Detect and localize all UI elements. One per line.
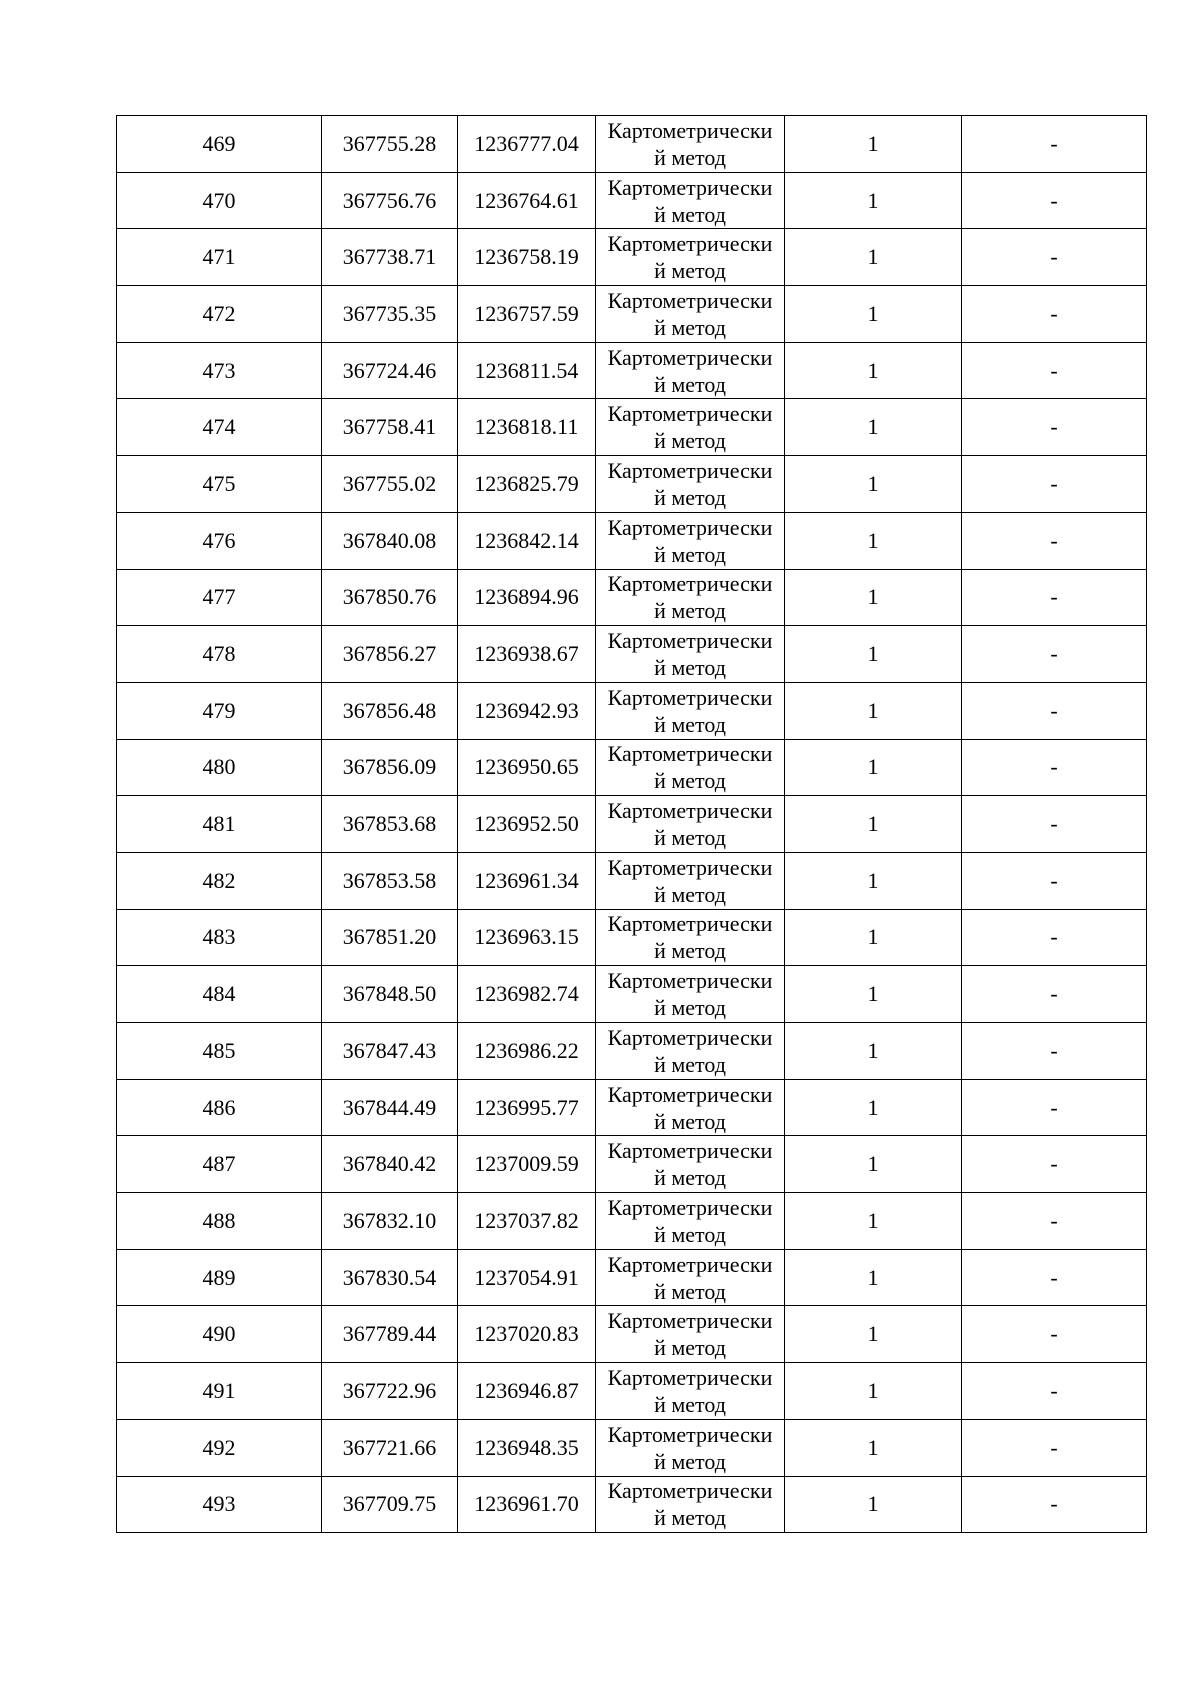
method-text-line-1: Картометрически (607, 684, 773, 710)
point-number-cell: 474 (117, 399, 322, 456)
precision-cell: 1 (785, 682, 962, 739)
method-text-line-2: й метод (654, 428, 726, 454)
note-cell: - (962, 172, 1147, 229)
point-number-cell: 478 (117, 626, 322, 683)
method-cell (596, 739, 785, 796)
y-coordinate-cell: 1236842.14 (458, 512, 596, 569)
method-text-line-2: й метод (654, 484, 726, 510)
method-text-line-1: Картометрически (607, 1251, 773, 1277)
method-text-line-1: Картометрически (607, 571, 773, 597)
precision-cell: 1 (785, 1249, 962, 1306)
x-coordinate-cell: 367722.96 (322, 1363, 458, 1420)
method-text-line-2: й метод (654, 881, 726, 907)
method-text-line-2: й метод (654, 655, 726, 681)
method-text-line-1: Картометрически (607, 117, 773, 143)
method-cell (596, 966, 785, 1023)
y-coordinate-cell: 1236952.50 (458, 796, 596, 853)
method-cell (596, 1023, 785, 1080)
precision-cell: 1 (785, 1363, 962, 1420)
precision-cell: 1 (785, 1476, 962, 1533)
note-cell: - (962, 796, 1147, 853)
precision-cell: 1 (785, 739, 962, 796)
x-coordinate-cell: 367853.68 (322, 796, 458, 853)
precision-cell: 1 (785, 1023, 962, 1080)
method-cell (596, 1136, 785, 1193)
x-coordinate-cell: 367848.50 (322, 966, 458, 1023)
table-row (117, 1419, 1147, 1476)
y-coordinate-cell: 1237020.83 (458, 1306, 596, 1363)
point-number-cell: 477 (117, 569, 322, 626)
point-number-cell: 472 (117, 286, 322, 343)
method-text-line-2: й метод (654, 201, 726, 227)
table-row (117, 1249, 1147, 1306)
method-text-line-2: й метод (654, 541, 726, 567)
table-row (117, 116, 1147, 173)
table-row (117, 172, 1147, 229)
table-row (117, 399, 1147, 456)
precision-cell: 1 (785, 172, 962, 229)
y-coordinate-cell: 1236777.04 (458, 116, 596, 173)
method-text-line-1: Картометрически (607, 1194, 773, 1220)
method-cell (596, 909, 785, 966)
note-cell: - (962, 569, 1147, 626)
y-coordinate-cell: 1237009.59 (458, 1136, 596, 1193)
precision-cell: 1 (785, 116, 962, 173)
point-number-cell: 475 (117, 456, 322, 513)
x-coordinate-cell: 367856.09 (322, 739, 458, 796)
point-number-cell: 492 (117, 1419, 322, 1476)
precision-cell: 1 (785, 796, 962, 853)
method-text-line-1: Картометрически (607, 911, 773, 937)
method-cell (596, 1306, 785, 1363)
y-coordinate-cell: 1236825.79 (458, 456, 596, 513)
note-cell: - (962, 512, 1147, 569)
table-row (117, 1079, 1147, 1136)
note-cell: - (962, 229, 1147, 286)
table-row (117, 796, 1147, 853)
note-cell: - (962, 286, 1147, 343)
point-number-cell: 483 (117, 909, 322, 966)
note-cell: - (962, 399, 1147, 456)
method-text-line-2: й метод (654, 1108, 726, 1134)
note-cell: - (962, 116, 1147, 173)
note-cell: - (962, 1306, 1147, 1363)
x-coordinate-cell: 367709.75 (322, 1476, 458, 1533)
point-number-cell: 471 (117, 229, 322, 286)
x-coordinate-cell: 367738.71 (322, 229, 458, 286)
method-text-line-2: й метод (654, 825, 726, 851)
y-coordinate-cell: 1236982.74 (458, 966, 596, 1023)
method-text-line-2: й метод (654, 1221, 726, 1247)
point-number-cell: 473 (117, 342, 322, 399)
precision-cell: 1 (785, 342, 962, 399)
method-cell (596, 682, 785, 739)
note-cell: - (962, 682, 1147, 739)
point-number-cell: 485 (117, 1023, 322, 1080)
precision-cell: 1 (785, 456, 962, 513)
method-text-line-1: Картометрически (607, 968, 773, 994)
y-coordinate-cell: 1236950.65 (458, 739, 596, 796)
note-cell: - (962, 1136, 1147, 1193)
x-coordinate-cell: 367755.02 (322, 456, 458, 513)
point-number-cell: 480 (117, 739, 322, 796)
x-coordinate-cell: 367832.10 (322, 1193, 458, 1250)
x-coordinate-cell: 367851.20 (322, 909, 458, 966)
y-coordinate-cell: 1236757.59 (458, 286, 596, 343)
method-cell (596, 1249, 785, 1306)
method-text-line-2: й метод (654, 144, 726, 170)
precision-cell: 1 (785, 512, 962, 569)
note-cell: - (962, 1419, 1147, 1476)
method-cell (596, 399, 785, 456)
table-row (117, 1306, 1147, 1363)
method-text-line-1: Картометрически (607, 457, 773, 483)
method-text-line-1: Картометрически (607, 854, 773, 880)
method-cell (596, 512, 785, 569)
method-text-line-1: Картометрически (607, 514, 773, 540)
table-row (117, 739, 1147, 796)
point-number-cell: 487 (117, 1136, 322, 1193)
x-coordinate-cell: 367856.48 (322, 682, 458, 739)
point-number-cell: 476 (117, 512, 322, 569)
table-row (117, 1023, 1147, 1080)
method-text-line-1: Картометрически (607, 1138, 773, 1164)
point-number-cell: 486 (117, 1079, 322, 1136)
y-coordinate-cell: 1236963.15 (458, 909, 596, 966)
method-cell (596, 569, 785, 626)
method-cell (596, 456, 785, 513)
table-row (117, 456, 1147, 513)
y-coordinate-cell: 1236946.87 (458, 1363, 596, 1420)
method-cell (596, 116, 785, 173)
precision-cell: 1 (785, 1193, 962, 1250)
method-text-line-1: Картометрически (607, 231, 773, 257)
method-text-line-1: Картометрически (607, 287, 773, 313)
point-number-cell: 489 (117, 1249, 322, 1306)
method-cell (596, 626, 785, 683)
method-cell (596, 852, 785, 909)
precision-cell: 1 (785, 852, 962, 909)
y-coordinate-cell: 1236811.54 (458, 342, 596, 399)
point-number-cell: 493 (117, 1476, 322, 1533)
table-row (117, 966, 1147, 1023)
method-text-line-1: Картометрически (607, 344, 773, 370)
method-cell (596, 1363, 785, 1420)
precision-cell: 1 (785, 399, 962, 456)
method-text-line-1: Картометрически (607, 1024, 773, 1050)
method-text-line-2: й метод (654, 1335, 726, 1361)
precision-cell: 1 (785, 626, 962, 683)
point-number-cell: 470 (117, 172, 322, 229)
precision-cell: 1 (785, 569, 962, 626)
point-number-cell: 491 (117, 1363, 322, 1420)
x-coordinate-cell: 367844.49 (322, 1079, 458, 1136)
point-number-cell: 479 (117, 682, 322, 739)
method-text-line-1: Картометрически (607, 628, 773, 654)
method-text-line-1: Картометрически (607, 1364, 773, 1390)
x-coordinate-cell: 367735.35 (322, 286, 458, 343)
method-text-line-2: й метод (654, 371, 726, 397)
precision-cell: 1 (785, 1306, 962, 1363)
note-cell: - (962, 1193, 1147, 1250)
coordinates-table (116, 115, 1147, 1533)
coordinates-table-body (117, 116, 1147, 1533)
table-row (117, 1476, 1147, 1533)
note-cell: - (962, 342, 1147, 399)
method-text-line-2: й метод (654, 1505, 726, 1531)
precision-cell: 1 (785, 909, 962, 966)
point-number-cell: 482 (117, 852, 322, 909)
point-number-cell: 481 (117, 796, 322, 853)
x-coordinate-cell: 367830.54 (322, 1249, 458, 1306)
method-text-line-1: Картометрически (607, 174, 773, 200)
method-text-line-2: й метод (654, 1165, 726, 1191)
x-coordinate-cell: 367789.44 (322, 1306, 458, 1363)
note-cell: - (962, 1363, 1147, 1420)
x-coordinate-cell: 367856.27 (322, 626, 458, 683)
method-cell (596, 1476, 785, 1533)
method-text-line-2: й метод (654, 1448, 726, 1474)
x-coordinate-cell: 367853.58 (322, 852, 458, 909)
precision-cell: 1 (785, 966, 962, 1023)
table-row (117, 569, 1147, 626)
note-cell: - (962, 626, 1147, 683)
method-cell (596, 1079, 785, 1136)
note-cell: - (962, 456, 1147, 513)
note-cell: - (962, 1476, 1147, 1533)
method-text-line-1: Картометрически (607, 798, 773, 824)
y-coordinate-cell: 1236818.11 (458, 399, 596, 456)
y-coordinate-cell: 1236986.22 (458, 1023, 596, 1080)
table-row (117, 1193, 1147, 1250)
method-text-line-2: й метод (654, 314, 726, 340)
x-coordinate-cell: 367724.46 (322, 342, 458, 399)
point-number-cell: 488 (117, 1193, 322, 1250)
point-number-cell: 484 (117, 966, 322, 1023)
method-cell (596, 172, 785, 229)
method-cell (596, 796, 785, 853)
note-cell: - (962, 1023, 1147, 1080)
table-row (117, 626, 1147, 683)
method-text-line-2: й метод (654, 1278, 726, 1304)
y-coordinate-cell: 1236938.67 (458, 626, 596, 683)
y-coordinate-cell: 1237037.82 (458, 1193, 596, 1250)
method-text-line-2: й метод (654, 1391, 726, 1417)
table-row (117, 1363, 1147, 1420)
table-row (117, 909, 1147, 966)
x-coordinate-cell: 367850.76 (322, 569, 458, 626)
precision-cell: 1 (785, 286, 962, 343)
y-coordinate-cell: 1236894.96 (458, 569, 596, 626)
table-row (117, 682, 1147, 739)
x-coordinate-cell: 367756.76 (322, 172, 458, 229)
method-text-line-2: й метод (654, 995, 726, 1021)
method-text-line-2: й метод (654, 598, 726, 624)
y-coordinate-cell: 1236961.34 (458, 852, 596, 909)
note-cell: - (962, 1249, 1147, 1306)
table-row (117, 512, 1147, 569)
method-text-line-1: Картометрически (607, 1081, 773, 1107)
table-row (117, 1136, 1147, 1193)
precision-cell: 1 (785, 229, 962, 286)
method-cell (596, 286, 785, 343)
x-coordinate-cell: 367840.08 (322, 512, 458, 569)
note-cell: - (962, 852, 1147, 909)
note-cell: - (962, 739, 1147, 796)
method-text-line-2: й метод (654, 258, 726, 284)
method-text-line-2: й метод (654, 711, 726, 737)
precision-cell: 1 (785, 1136, 962, 1193)
x-coordinate-cell: 367840.42 (322, 1136, 458, 1193)
precision-cell: 1 (785, 1419, 962, 1476)
note-cell: - (962, 966, 1147, 1023)
table-row (117, 229, 1147, 286)
method-text-line-2: й метод (654, 1051, 726, 1077)
point-number-cell: 469 (117, 116, 322, 173)
table-row (117, 286, 1147, 343)
method-cell (596, 229, 785, 286)
x-coordinate-cell: 367847.43 (322, 1023, 458, 1080)
method-text-line-2: й метод (654, 938, 726, 964)
x-coordinate-cell: 367758.41 (322, 399, 458, 456)
method-text-line-1: Картометрически (607, 1478, 773, 1504)
point-number-cell: 490 (117, 1306, 322, 1363)
y-coordinate-cell: 1236942.93 (458, 682, 596, 739)
table-row (117, 342, 1147, 399)
x-coordinate-cell: 367755.28 (322, 116, 458, 173)
note-cell: - (962, 1079, 1147, 1136)
y-coordinate-cell: 1236758.19 (458, 229, 596, 286)
method-text-line-1: Картометрически (607, 1421, 773, 1447)
table-row (117, 852, 1147, 909)
y-coordinate-cell: 1237054.91 (458, 1249, 596, 1306)
method-text-line-1: Картометрически (607, 741, 773, 767)
y-coordinate-cell: 1236995.77 (458, 1079, 596, 1136)
method-text-line-1: Картометрически (607, 401, 773, 427)
y-coordinate-cell: 1236764.61 (458, 172, 596, 229)
y-coordinate-cell: 1236948.35 (458, 1419, 596, 1476)
x-coordinate-cell: 367721.66 (322, 1419, 458, 1476)
method-cell (596, 1419, 785, 1476)
method-text-line-2: й метод (654, 768, 726, 794)
precision-cell: 1 (785, 1079, 962, 1136)
method-cell (596, 1193, 785, 1250)
method-text-line-1: Картометрически (607, 1308, 773, 1334)
note-cell: - (962, 909, 1147, 966)
y-coordinate-cell: 1236961.70 (458, 1476, 596, 1533)
method-cell (596, 342, 785, 399)
